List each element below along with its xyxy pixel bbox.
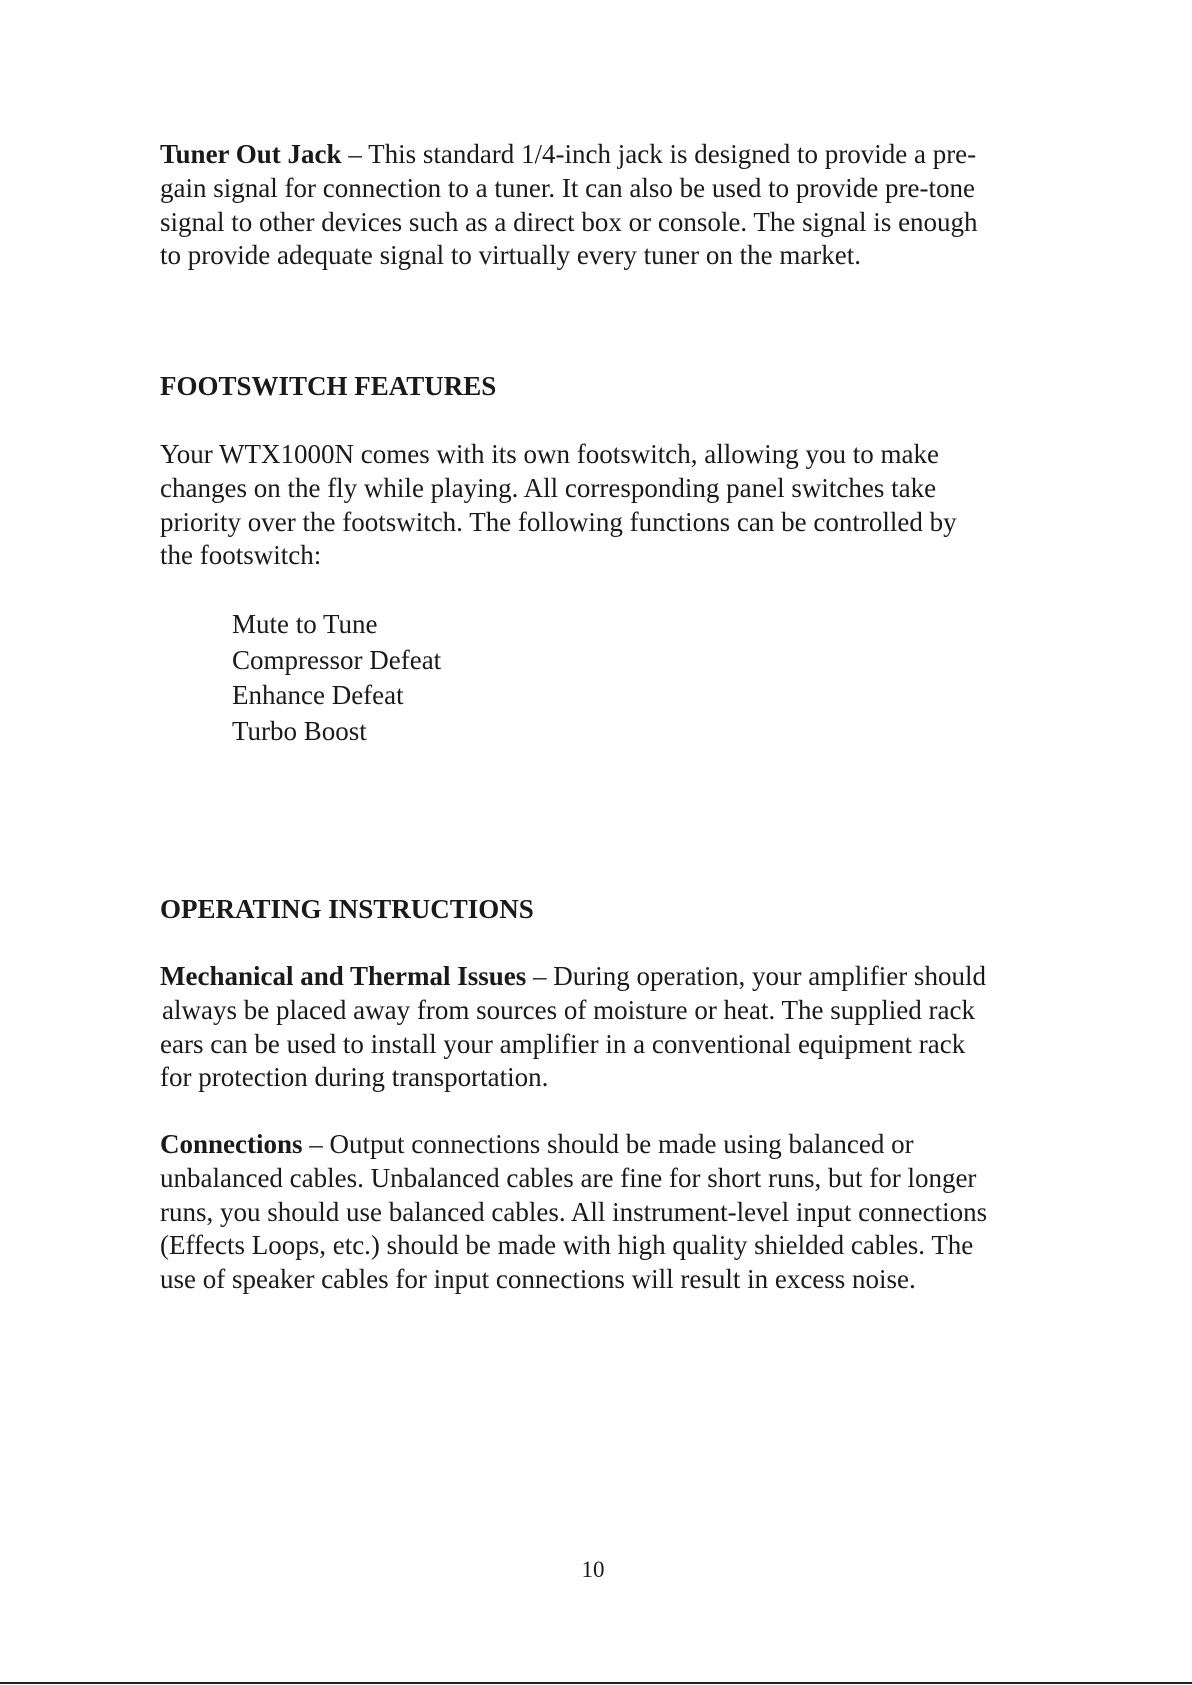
mechanical-thermal-paragraph (160, 960, 1040, 1095)
tuner-out-term: Tuner Out Jack (160, 139, 342, 169)
operating-instructions-heading: OPERATING INSTRUCTIONS (160, 894, 534, 924)
tuner-out-line-3: signal to other devices such as a direct box or console. The signal is enough (160, 206, 978, 237)
list-item: Turbo Boost (232, 715, 367, 746)
list-item: Mute to Tune (232, 609, 378, 639)
footswitch-paragraph (160, 438, 1040, 573)
connections-term: Connections (160, 1129, 303, 1159)
page-number: 10 (581, 1557, 605, 1582)
footswitch-function-list (232, 607, 441, 749)
tuner-out-line-2: gain signal for connection to a tuner. It can also be used to provide pre-tone (160, 172, 975, 203)
mechanical-line-1 (160, 960, 1040, 994)
bottom-edge-rule (0, 1682, 1192, 1684)
list-item: Compressor Defeat (232, 644, 442, 675)
tuner-out-line-1-text: – This standard 1/4-inch jack is designed to provide a pre- (341, 139, 977, 169)
mechanical-line-3: ears can be used to install your amplifier in a conventional equipment rack (160, 1028, 966, 1059)
footswitch-line-2: changes on the fly while playing. All corresponding panel switches take (160, 472, 937, 503)
connections-line-1 (160, 1128, 1040, 1162)
footswitch-line-4: the footswitch: (160, 540, 322, 571)
connections-line-3: runs, you should use balanced cables. All instrument-level input connections (160, 1196, 988, 1227)
mechanical-line-2: always be placed away from sources of moisture or heat. The supplied rack (162, 994, 975, 1025)
footswitch-heading: FOOTSWITCH FEATURES (160, 371, 497, 401)
mechanical-term: Mechanical and Thermal Issues (160, 961, 527, 991)
footswitch-line-1: Your WTX1000N comes with its own footswitch, allowing you to make (160, 439, 939, 469)
tuner-out-line-4: to provide adequate signal to virtually every tuner on the market. (160, 240, 862, 271)
connections-line-4: (Effects Loops, etc.) should be made with high quality shielded cables. The (160, 1230, 974, 1261)
tuner-out-paragraph (160, 138, 1040, 273)
mechanical-line-4: for protection during transportation. (160, 1062, 549, 1093)
connections-line-2: unbalanced cables. Unbalanced cables are fine for short runs, but for longer (160, 1162, 977, 1193)
connections-line-5: use of speaker cables for input connections will result in excess noise. (160, 1264, 916, 1295)
connections-paragraph (160, 1128, 1040, 1297)
tuner-out-line-1 (160, 138, 1040, 172)
list-item: Enhance Defeat (232, 680, 404, 711)
connections-line-1-text: – Output connections should be made using balanced or (302, 1129, 914, 1159)
footswitch-line-3: priority over the footswitch. The following functions can be controlled by (160, 506, 957, 537)
mechanical-line-1-text: – During operation, your amplifier should (526, 961, 986, 991)
